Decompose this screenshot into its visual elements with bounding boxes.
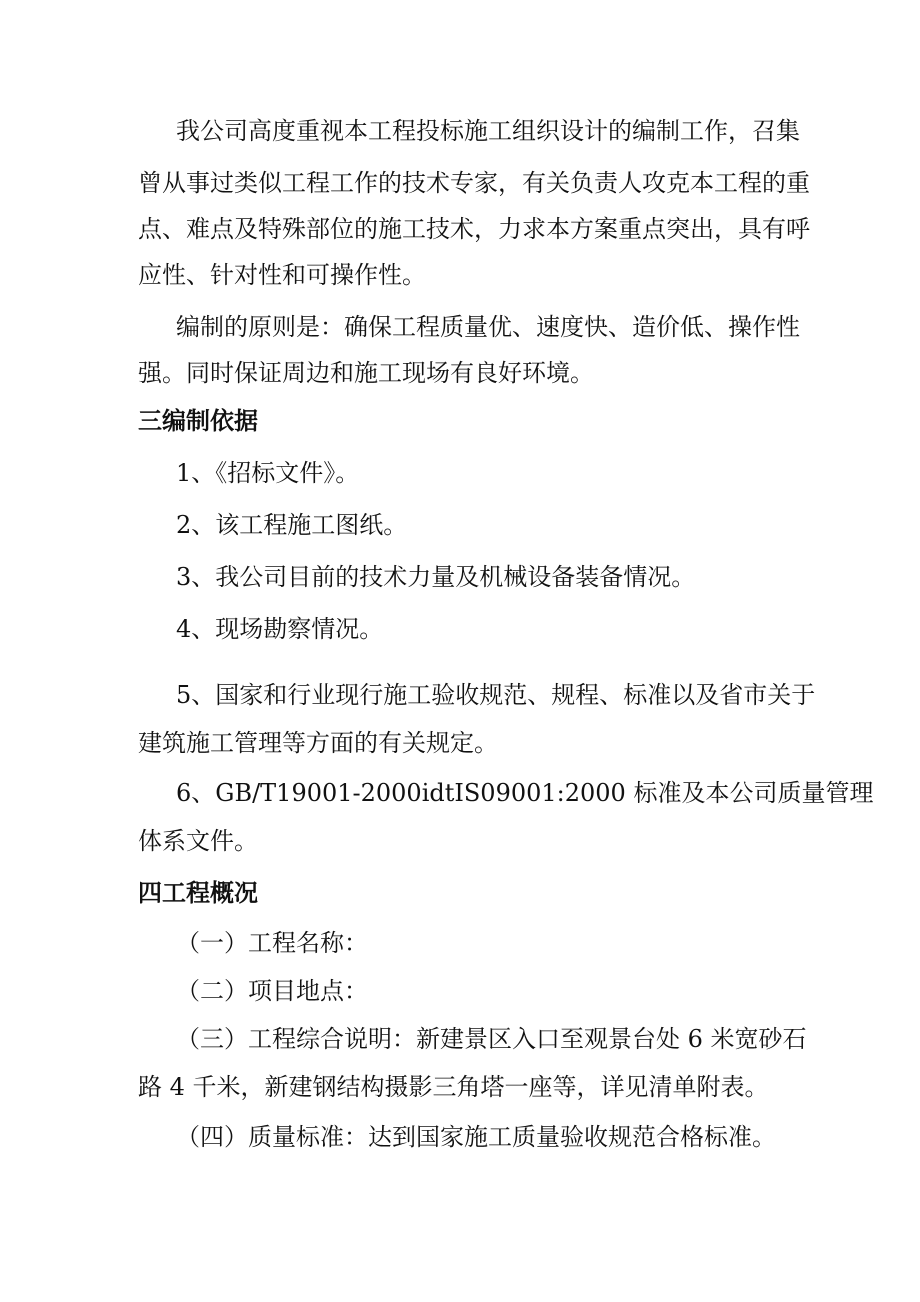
intro-paragraph-1-line-2: 曾从事过类似工程工作的技术专家，有关负责人攻克本工程的重 <box>138 169 810 197</box>
section-3-item-3: 3、我公司目前的技术力量及机械设备装备情况。 <box>176 563 696 591</box>
section-3-item-5-line-2: 建筑施工管理等方面的有关规定。 <box>138 729 498 757</box>
intro-paragraph-1-line-4: 应性、针对性和可操作性。 <box>138 261 426 289</box>
section-4-item-3-line-2: 路 4 千米，新建钢结构摄影三角塔一座等，详见清单附表。 <box>138 1073 769 1101</box>
section-3-heading: 三编制依据 <box>138 407 258 435</box>
section-3-item-6-line-2: 体系文件。 <box>138 827 258 855</box>
section-3-item-6-line-1: 6、GB/T19001-2000idtIS09001:2000 标准及本公司质量管理 <box>176 779 874 807</box>
section-3-item-4: 4、现场勘察情况。 <box>176 615 384 643</box>
intro-paragraph-2-line-1: 编制的原则是：确保工程质量优、速度快、造价低、操作性 <box>176 313 800 341</box>
section-4-heading: 四工程概况 <box>138 879 258 907</box>
section-4-item-1: （一）工程名称： <box>176 929 368 957</box>
intro-paragraph-2-line-2: 强。同时保证周边和施工现场有良好环境。 <box>138 359 594 387</box>
section-4-item-3-line-1: （三）工程综合说明：新建景区入口至观景台处 6 米宽砂石 <box>176 1025 807 1053</box>
section-3-item-5-line-1: 5、国家和行业现行施工验收规范、规程、标准以及省市关于 <box>176 681 816 709</box>
intro-paragraph-1-line-3: 点、难点及特殊部位的施工技术，力求本方案重点突出，具有呼 <box>138 215 810 243</box>
section-4-item-4: （四）质量标准：达到国家施工质量验收规范合格标准。 <box>176 1123 776 1151</box>
section-3-item-1: 1、《招标文件》。 <box>176 459 360 487</box>
section-3-item-2: 2、该工程施工图纸。 <box>176 511 408 539</box>
section-4-item-2: （二）项目地点： <box>176 977 368 1005</box>
intro-paragraph-1-line-1: 我公司高度重视本工程投标施工组织设计的编制工作，召集 <box>176 117 800 145</box>
